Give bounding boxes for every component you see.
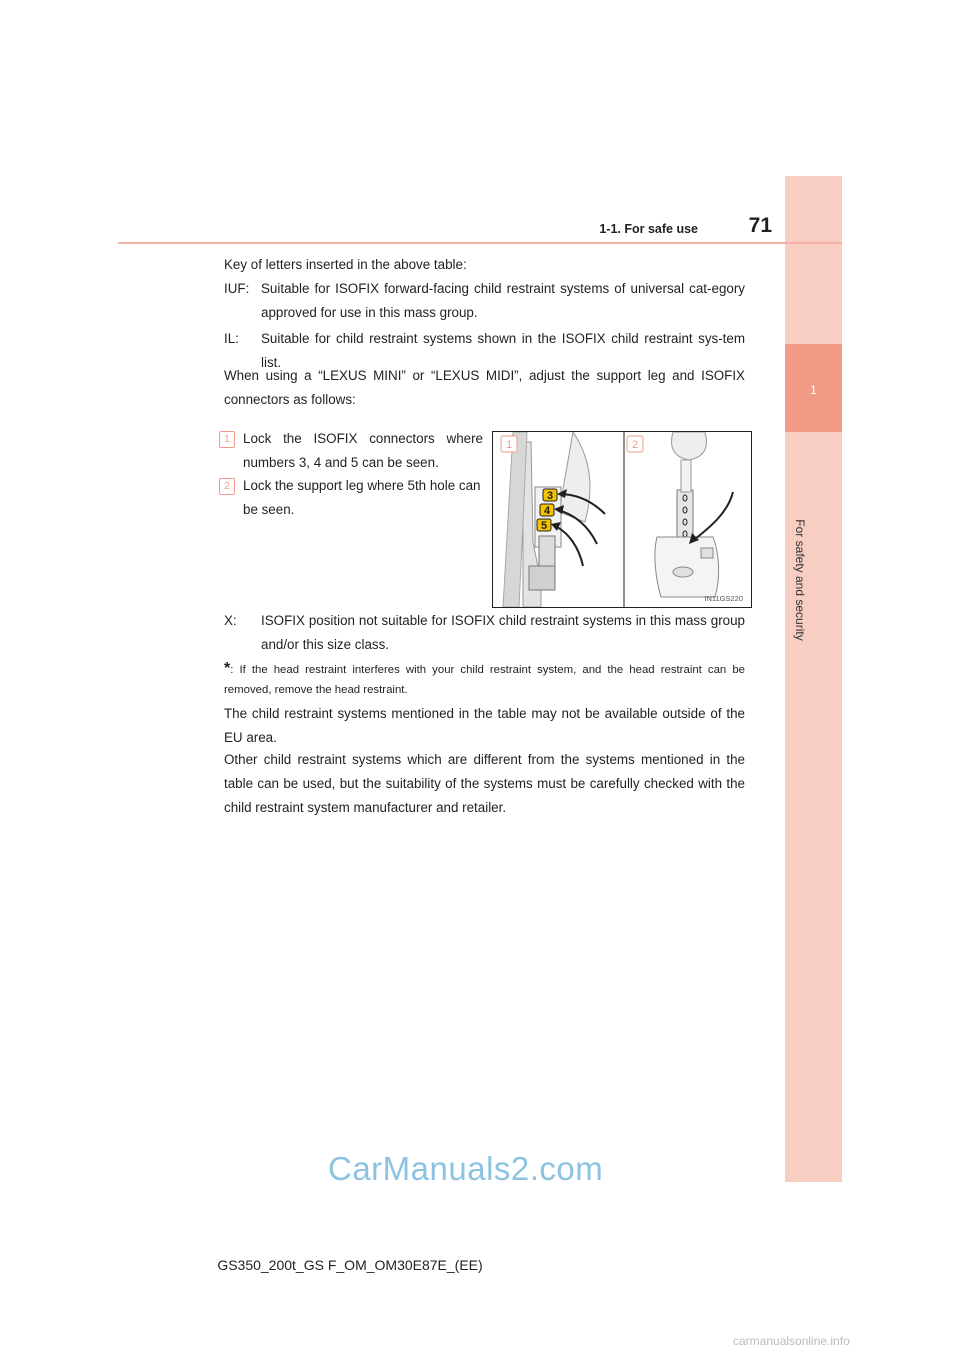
page-number: 71	[748, 214, 772, 237]
paragraph-other-systems: Other child restraint systems which are different from the systems mentioned in the table can be used, but the suitability of the systems must be carefully checked with the child restraint system manufacturer and retailer.	[224, 752, 745, 815]
side-tab-number: 1	[810, 383, 817, 397]
header-divider	[118, 242, 842, 244]
side-tab-label-text: For safety and security	[793, 519, 807, 641]
isofix-illustration	[492, 431, 752, 608]
definition-term: IL:	[224, 331, 239, 346]
note-x-term: X:	[224, 613, 237, 628]
footnote-mark: *	[224, 660, 231, 677]
intro-paragraph: When using a “LEXUS MINI” or “LEXUS MIDI”, adjust the support leg and ISOFIX connectors as follows:	[224, 368, 745, 407]
isofix-illustration-graphic	[493, 432, 751, 607]
header-section-title: 1-1. For safe use	[599, 222, 698, 236]
figure-callout-2: 2	[631, 439, 639, 451]
footnote-text: : If the head restraint interferes with your child restraint system, and the head restraint can be removed, remove the head restraint.	[224, 664, 745, 696]
side-tab	[785, 176, 842, 1182]
definition-iuf	[224, 277, 745, 325]
key-heading: Key of letters inserted in the above table:	[224, 257, 467, 272]
connector-number-3: 3	[546, 490, 554, 502]
connector-number-5: 5	[540, 520, 548, 532]
definition-text: Suitable for child restraint systems shown in the ISOFIX child restraint sys-tem list.	[261, 331, 745, 370]
figure-code: IN11GS220	[704, 594, 743, 603]
paragraph-availability: The child restraint systems mentioned in the table may not be available outside of the EU area.	[224, 706, 745, 745]
definition-text: Suitable for ISOFIX forward-facing child restraint systems of universal cat-egory approved for use in this mass group.	[261, 281, 745, 320]
footnote	[224, 659, 745, 700]
step-2-text: Lock the support leg where 5th hole can be seen.	[243, 478, 481, 517]
step-1-badge: 1	[219, 431, 235, 448]
definition-term: IUF:	[224, 281, 250, 296]
note-x-text: ISOFIX position not suitable for ISOFIX child restraint systems in this mass group and/or this size class.	[261, 613, 745, 652]
watermark-small[interactable]: carmanualsonline.info	[733, 1334, 850, 1348]
figure-callout-1: 1	[505, 439, 513, 451]
watermark-logo[interactable]: CarManuals2.com	[328, 1150, 604, 1187]
footer-document-code: GS350_200t_GS F_OM_OM30E87E_(EE)	[217, 1257, 483, 1273]
step-2-badge: 2	[219, 478, 235, 495]
connector-number-4: 4	[543, 505, 551, 517]
note-x	[224, 609, 745, 657]
step-1-text: Lock the ISOFIX connectors where numbers 3, 4 and 5 can be seen.	[243, 431, 483, 470]
